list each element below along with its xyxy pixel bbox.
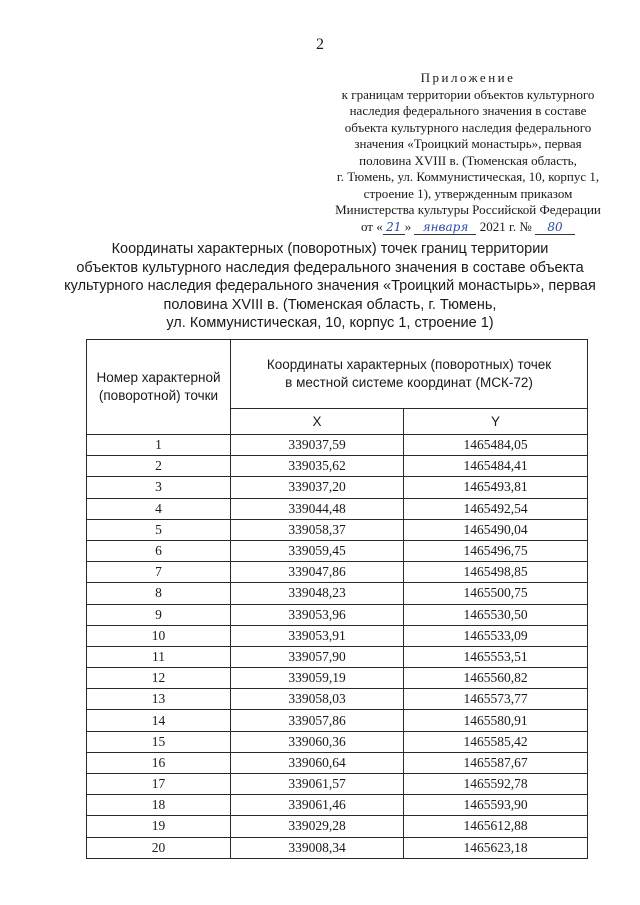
appendix-line: строение 1), утвержденным приказом (363, 185, 573, 201)
coord-y: 1465493,81 (404, 477, 588, 498)
date-year: 2021 г. № (479, 218, 532, 234)
coord-x: 339037,20 (231, 477, 404, 498)
point-number: 5 (87, 519, 231, 540)
point-number: 10 (87, 625, 231, 646)
point-number: 14 (87, 710, 231, 731)
coord-y: 1465587,67 (404, 752, 588, 773)
coord-x: 339058,03 (231, 689, 404, 710)
point-number: 8 (87, 583, 231, 604)
table-body (87, 435, 588, 859)
table-row (87, 477, 588, 498)
header-coords-line: Координаты характерных (поворотных) точек (266, 357, 552, 372)
table-row (87, 710, 588, 731)
table-row (87, 456, 588, 477)
table-row (87, 625, 588, 646)
coord-y: 1465560,82 (404, 668, 588, 689)
point-number: 9 (87, 604, 231, 625)
title-line: культурного наследия федерального значения «Троицкий монастырь», первая (64, 278, 596, 294)
appendix-line: Министерства культуры Российской Федерации (335, 202, 601, 217)
appendix-date-line (318, 219, 618, 236)
coord-y: 1465623,18 (404, 837, 588, 858)
appendix-line: значения «Троицкий монастырь», первая (354, 136, 582, 151)
coord-y: 1465484,05 (404, 435, 588, 456)
table-row (87, 646, 588, 667)
point-number: 18 (87, 795, 231, 816)
appendix-line: г. Тюмень, ул. Коммунистическая, 10, корпус 1, (336, 169, 600, 184)
header-x: X (231, 409, 404, 435)
table-row (87, 837, 588, 858)
coord-y: 1465500,75 (404, 583, 588, 604)
coord-x: 339061,46 (231, 795, 404, 816)
appendix-block (318, 70, 618, 235)
coord-y: 1465553,51 (404, 646, 588, 667)
point-number: 12 (87, 668, 231, 689)
coord-y: 1465573,77 (404, 689, 588, 710)
date-month: января (414, 220, 476, 235)
coordinates-table (86, 339, 588, 859)
coord-x: 339037,59 (231, 435, 404, 456)
coord-x: 339061,57 (231, 774, 404, 795)
point-number: 1 (87, 435, 231, 456)
coord-x: 339044,48 (231, 498, 404, 519)
table-row (87, 435, 588, 456)
point-number: 2 (87, 456, 231, 477)
order-number: 80 (535, 220, 575, 235)
coord-x: 339047,86 (231, 562, 404, 583)
point-number: 7 (87, 562, 231, 583)
appendix-line: объекта культурного наследия федерального (344, 119, 592, 135)
header-point-number (87, 340, 231, 435)
coord-y: 1465496,75 (404, 540, 588, 561)
point-number: 13 (87, 689, 231, 710)
coord-y: 1465530,50 (404, 604, 588, 625)
coord-x: 339060,36 (231, 731, 404, 752)
point-number: 4 (87, 498, 231, 519)
date-day: 21 (383, 220, 405, 235)
point-number: 17 (87, 774, 231, 795)
appendix-heading: Приложение (420, 70, 516, 85)
table-row (87, 752, 588, 773)
point-number: 19 (87, 816, 231, 837)
title-line: половина XVIII в. (Тюменская область, г. Тюмень, (163, 296, 497, 313)
table-row (87, 583, 588, 604)
table-row (87, 816, 588, 837)
coord-y: 1465492,54 (404, 498, 588, 519)
coord-x: 339053,96 (231, 604, 404, 625)
coord-y: 1465612,88 (404, 816, 588, 837)
table-row (87, 498, 588, 519)
table-row (87, 540, 588, 561)
title-line: Координаты характерных (поворотных) точек границ территории (111, 241, 549, 257)
coord-x: 339029,28 (231, 816, 404, 837)
coord-x: 339035,62 (231, 456, 404, 477)
header-point-line: (поворотной) точки (98, 388, 219, 403)
title-line: ул. Коммунистическая, 10, корпус 1, строение 1) (166, 315, 494, 331)
appendix-line: к границам территории объектов культурного (341, 86, 595, 102)
appendix-line: половина XVIII в. (Тюменская область, (359, 152, 577, 168)
coord-x: 339008,34 (231, 837, 404, 858)
coord-y: 1465593,90 (404, 795, 588, 816)
page-number: 2 (316, 36, 324, 53)
table-row (87, 774, 588, 795)
header-coordinates (231, 340, 588, 409)
coord-x: 339058,37 (231, 519, 404, 540)
point-number: 6 (87, 540, 231, 561)
coord-x: 339059,19 (231, 668, 404, 689)
header-point-line: Номер характерной (96, 370, 221, 385)
coord-y: 1465484,41 (404, 456, 588, 477)
table-row (87, 562, 588, 583)
document-title (60, 240, 600, 333)
coord-x: 339053,91 (231, 625, 404, 646)
table-row (87, 668, 588, 689)
point-number: 16 (87, 752, 231, 773)
table-row (87, 731, 588, 752)
coord-x: 339060,64 (231, 752, 404, 773)
coord-x: 339057,86 (231, 710, 404, 731)
date-prefix: от « (360, 218, 383, 234)
coord-y: 1465498,85 (404, 562, 588, 583)
table-row (87, 795, 588, 816)
title-line: объектов культурного наследия федерального значения в составе объекта (76, 259, 584, 276)
table-row (87, 519, 588, 540)
table-row (87, 689, 588, 710)
coord-x: 339057,90 (231, 646, 404, 667)
coord-y: 1465490,04 (404, 519, 588, 540)
point-number: 15 (87, 731, 231, 752)
coord-y: 1465580,91 (404, 710, 588, 731)
coord-x: 339059,45 (231, 540, 404, 561)
point-number: 11 (87, 646, 231, 667)
header-coords-line: в местной системе координат (МСК-72) (285, 375, 533, 390)
point-number: 3 (87, 477, 231, 498)
coord-y: 1465533,09 (404, 625, 588, 646)
date-mid: » (404, 218, 412, 234)
appendix-line: наследия федерального значения в составе (349, 103, 587, 118)
header-y: Y (404, 409, 588, 435)
table-row (87, 604, 588, 625)
point-number: 20 (87, 837, 231, 858)
coord-y: 1465585,42 (404, 731, 588, 752)
coord-y: 1465592,78 (404, 774, 588, 795)
coord-x: 339048,23 (231, 583, 404, 604)
